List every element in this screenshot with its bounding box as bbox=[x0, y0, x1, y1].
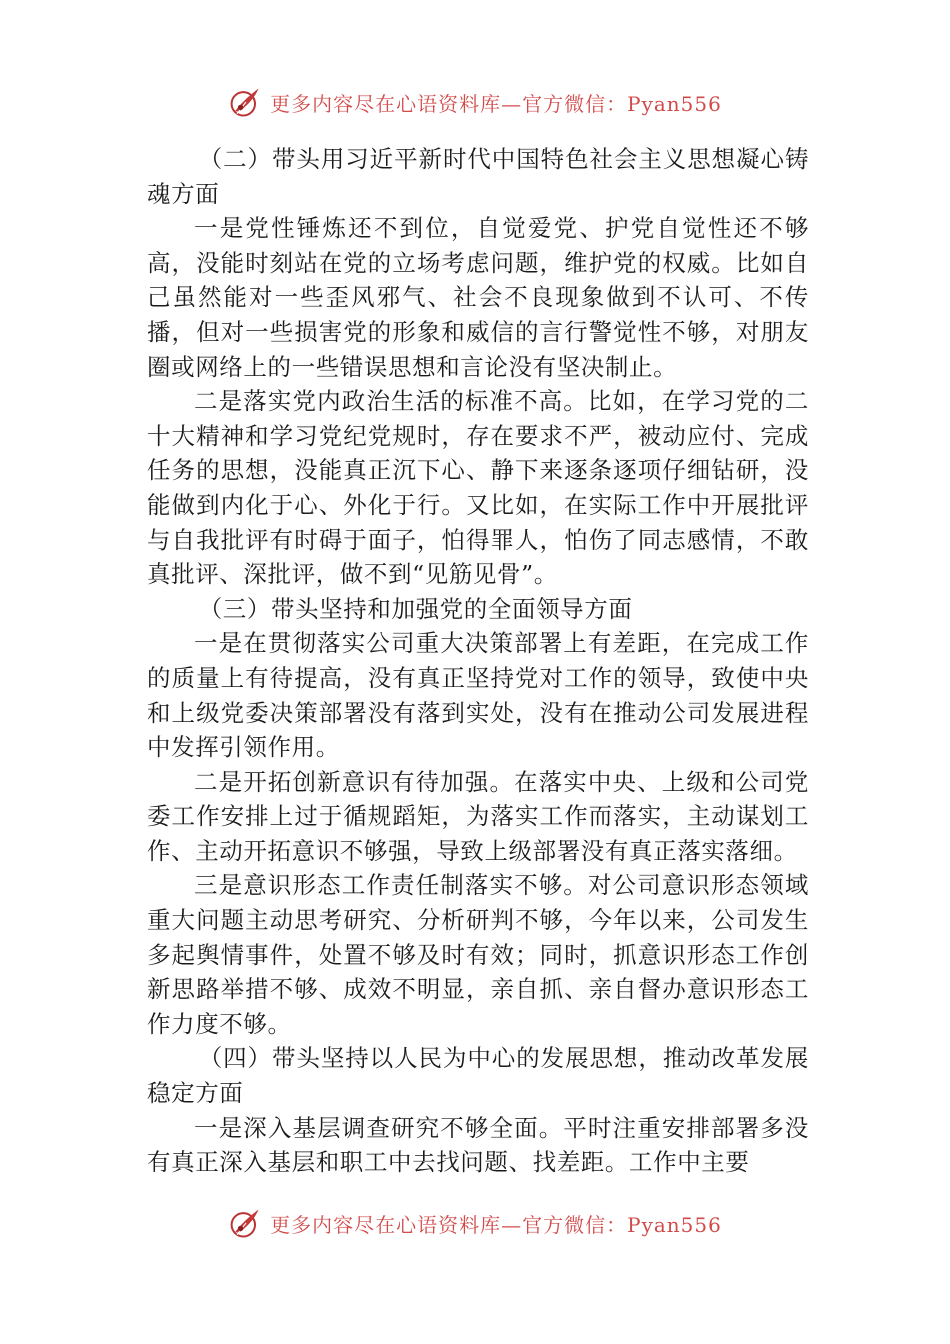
section-heading-3: （三）带头坚持和加强党的全面领导方面 bbox=[198, 594, 633, 623]
section-heading-2: （二）带头用习近平新时代中国特色社会主义思想凝心铸魂方面 bbox=[147, 145, 809, 208]
paragraph: 二是落实党内政治生活的标准不高。比如，在学习党的二十大精神和学习党纪党规时，存在要求不严，被动应付、完成任务的思想，没能真正沉下心、静下来逐条逐项仔细钻研，没能做到内化于心、外化于行。又比如，在实际工作中开展批评与自我批评有时碍于面子，怕得罪人，怕伤了同志感情，不敢真批评、深批评，做不到“见筋见骨”。 bbox=[147, 387, 809, 589]
paragraph: 一是在贯彻落实公司重大决策部署上有差距，在完成工作的质量上有待提高，没有真正坚持党对工作的领导，致使中央和上级党委决策部署没有落到实处，没有在推动公司发展进程中发挥引领作用。 bbox=[147, 629, 809, 762]
header-banner bbox=[0, 80, 950, 124]
paragraph: 一是深入基层调查研究不够全面。平时注重安排部署多没有真正深入基层和职工中去找问题、找差距。工作中主要 bbox=[147, 1113, 809, 1177]
footer-banner bbox=[0, 1200, 950, 1238]
paragraph: 二是开拓创新意识有待加强。在落实中央、上级和公司党委工作安排上过于循规蹈矩，为落实工作而落实，主动谋划工作、主动开拓意识不够强，导致上级部署没有真正落实落细。 bbox=[147, 767, 809, 865]
paragraph: 一是党性锤炼还不到位，自觉爱党、护党自觉性还不够高，没能时刻站在党的立场考虑问题，维护党的权威。比如自己虽然能对一些歪风邪气、社会不良现象做到不认可、不传播，但对一些损害党的形象和威信的言行警觉性不够，对朋友圈或网络上的一些错误思想和言论没有坚决制止。 bbox=[147, 214, 809, 381]
paragraph: 三是意识形态工作责任制落实不够。对公司意识形态领域重大问题主动思考研究、分析研判不够，今年以来，公司发生多起舆情事件，处置不够及时有效；同时，抓意识形态工作创新思路举措不够、成效不明显，亲自抓、亲自督办意识形态工作力度不够。 bbox=[147, 871, 809, 1038]
section-heading-4: （四）带头坚持以人民为中心的发展思想，推动改革发展稳定方面 bbox=[147, 1044, 809, 1108]
footer-banner-text: 更多内容尽在心语资料库—官方微信：Pyan556 bbox=[270, 1212, 722, 1237]
quill-pen-logo-icon bbox=[228, 1205, 264, 1238]
document-body bbox=[147, 142, 809, 1180]
header-banner-text: 更多内容尽在心语资料库—官方微信：Pyan556 bbox=[270, 91, 722, 116]
quill-pen-logo-icon bbox=[228, 84, 264, 120]
